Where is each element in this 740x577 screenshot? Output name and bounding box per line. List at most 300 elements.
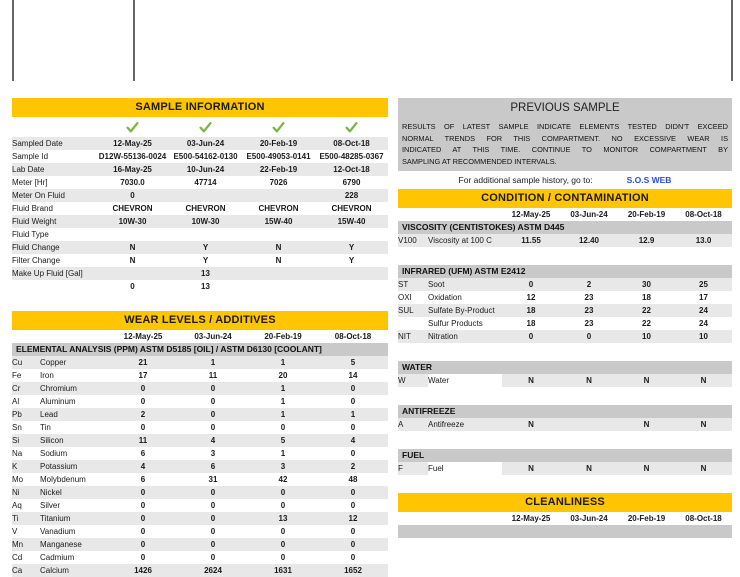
section-gap <box>398 475 732 493</box>
cell-value: N <box>700 420 707 429</box>
table-row <box>398 234 732 247</box>
cell-value: 0 <box>130 191 135 200</box>
element-symbol: Fe <box>12 371 22 380</box>
cell-value: 0 <box>350 384 356 393</box>
table-row <box>12 421 388 434</box>
table-row <box>12 408 388 421</box>
cell-value: 0 <box>140 527 146 536</box>
row-label: Meter [Hr] <box>12 178 48 187</box>
column-date-header: 03-Jun-24 <box>570 514 608 523</box>
cell-value: 0 <box>280 527 286 536</box>
cell-value: 0 <box>350 397 356 406</box>
section-gap <box>398 431 732 449</box>
cell-value: 24 <box>699 319 708 328</box>
test-name: Sulfate By-Product <box>428 306 495 315</box>
cell-value: 4 <box>140 462 146 471</box>
element-symbol: Pb <box>12 410 22 419</box>
wear-levels-date-header <box>12 330 388 343</box>
row-label: Sample Id <box>12 152 49 161</box>
table-row <box>398 278 732 291</box>
element-name: Chromium <box>40 384 77 393</box>
column-date-header: 20-Feb-19 <box>627 210 666 219</box>
table-row <box>12 150 388 163</box>
cell-value: 0 <box>350 488 356 497</box>
cell-value: N <box>129 243 136 252</box>
row-label: Fluid Change <box>12 243 60 252</box>
test-code: NIT <box>398 332 411 341</box>
cell-value: 10 <box>642 332 651 341</box>
narrative-line: RESULTS OF LATEST SAMPLE INDICATE ELEMENTS TESTED DIDN'T EXCEED <box>402 122 728 131</box>
column-date-header: 12-May-25 <box>123 332 163 341</box>
cell-value: N <box>528 464 534 473</box>
test-name: Antifreeze <box>428 420 465 429</box>
cell-value: 3 <box>280 462 286 471</box>
row-label: Lab Date <box>12 165 45 174</box>
cell-value: 3 <box>210 449 216 458</box>
cell-value: 1 <box>280 384 286 393</box>
cell-value: 12-Oct-18 <box>333 165 370 174</box>
cell-value: 0 <box>280 553 286 562</box>
test-name: Water <box>428 374 502 387</box>
cell-value: 17 <box>699 293 708 302</box>
table-row <box>398 418 732 431</box>
cell-value: 25 <box>699 280 708 289</box>
test-code: V100 <box>398 236 417 245</box>
column-date-header: 08-Oct-18 <box>685 210 722 219</box>
cell-value: 0 <box>350 527 356 536</box>
element-name: Silicon <box>40 436 64 445</box>
cell-value: 20-Feb-19 <box>259 139 298 148</box>
table-row <box>12 460 388 473</box>
test-code <box>398 317 428 330</box>
check-mark-icon <box>169 117 242 137</box>
cell-value: 2 <box>350 462 356 471</box>
element-symbol: Cd <box>12 553 23 562</box>
cell-value: 24 <box>699 306 708 315</box>
table-row <box>12 254 388 267</box>
cell-value: 0 <box>280 540 286 549</box>
cell-value: N <box>275 256 282 265</box>
test-code: SUL <box>398 306 414 315</box>
table-row <box>12 369 388 382</box>
cell-value: 0 <box>140 540 146 549</box>
left-column <box>12 98 388 577</box>
spacer-cell <box>12 330 40 343</box>
crop-rule-left <box>12 0 14 81</box>
cell-value: 5 <box>280 436 286 445</box>
table-row <box>12 228 388 241</box>
previous-sample-header: PREVIOUS SAMPLE <box>398 98 732 118</box>
cell-value: 1 <box>210 358 216 367</box>
cell-value: 0 <box>210 397 216 406</box>
cell-value: 08-Oct-18 <box>333 139 370 148</box>
cell-value: 18 <box>642 293 651 302</box>
cell-value: 0 <box>586 332 592 341</box>
cell-value <box>315 280 388 293</box>
cell-value: 0 <box>528 280 534 289</box>
table-row <box>398 374 732 387</box>
condition-table <box>398 462 732 475</box>
cell-value: N <box>643 420 650 429</box>
cell-value: 6 <box>140 449 146 458</box>
cell-value: 0 <box>210 540 216 549</box>
cell-value: 10W-30 <box>191 217 220 226</box>
cell-value: 4 <box>350 436 356 445</box>
cell-value: 12 <box>348 514 358 523</box>
cell-value: 15W-40 <box>264 217 293 226</box>
cell-value: 0 <box>210 488 216 497</box>
narrative-line: SAMPLING AT RECOMMENDED INTERVALS. <box>402 156 557 166</box>
section-header: WATER <box>398 361 732 374</box>
table-row <box>12 382 388 395</box>
row-label: Meter On Fluid <box>12 191 65 200</box>
element-symbol: Al <box>12 397 20 406</box>
spacer-cell <box>428 208 502 221</box>
table-row <box>12 551 388 564</box>
cell-value: 12-May-25 <box>113 139 152 148</box>
table-row <box>12 189 388 202</box>
column-date-header: 12-May-25 <box>511 514 551 523</box>
cell-value: 6790 <box>342 178 361 187</box>
cell-value: 2 <box>586 280 592 289</box>
cell-value: N <box>700 376 707 385</box>
cell-value: 21 <box>138 358 148 367</box>
element-symbol: Sn <box>12 423 22 432</box>
left-panel-gap <box>12 293 388 311</box>
test-name: Fuel <box>428 462 502 475</box>
condition-contamination-header: CONDITION / CONTAMINATION <box>398 189 732 208</box>
table-row <box>12 473 388 486</box>
row-label <box>12 280 96 293</box>
cell-value: 0 <box>280 423 286 432</box>
cell-value: 1 <box>280 410 286 419</box>
section-gap <box>398 387 732 405</box>
cell-value: 1 <box>280 358 286 367</box>
cell-value: 13.0 <box>695 236 712 245</box>
crop-rule-right <box>731 0 733 81</box>
cell-value: N <box>643 376 650 385</box>
table-row <box>12 356 388 369</box>
cell-value: 2 <box>140 410 146 419</box>
cell-value: 0 <box>350 501 356 510</box>
element-name: Titanium <box>40 514 71 523</box>
cell-value: 13 <box>278 514 288 523</box>
row-label: Fluid Brand <box>12 204 53 213</box>
cell-value: 16-May-25 <box>113 165 152 174</box>
table-row <box>12 267 388 280</box>
cell-value: 1 <box>280 397 286 406</box>
spacer-cell <box>398 208 428 221</box>
spacer-cell <box>398 512 428 525</box>
row-label: Filter Change <box>12 256 61 265</box>
cell-value: 0 <box>350 553 356 562</box>
element-name: Calcium <box>40 566 69 575</box>
cell-value: 18 <box>526 319 536 328</box>
element-symbol: K <box>12 462 18 471</box>
table-row <box>12 486 388 499</box>
cell-value: CHEVRON <box>185 204 226 213</box>
table-row <box>398 208 732 221</box>
cell-value: 0 <box>210 514 216 523</box>
condition-table <box>398 374 732 387</box>
cell-value: 12 <box>526 293 536 302</box>
table-row <box>12 395 388 408</box>
section-gap <box>398 343 732 361</box>
table-row <box>398 304 732 317</box>
column-date-header: 08-Oct-18 <box>685 514 722 523</box>
table-row <box>398 512 732 525</box>
cleanliness-header: CLEANLINESS <box>398 493 732 512</box>
section-header: FUEL <box>398 449 732 462</box>
table-row <box>12 137 388 150</box>
cell-value: 0 <box>350 449 356 458</box>
table-row <box>12 499 388 512</box>
cell-value: 13 <box>201 269 210 278</box>
table-row <box>398 317 732 330</box>
cell-value: 20 <box>278 371 288 380</box>
element-symbol: Aq <box>12 501 22 510</box>
test-code: F <box>398 464 403 473</box>
cell-value: 0 <box>210 423 216 432</box>
element-name: Tin <box>40 423 51 432</box>
status-row <box>12 117 388 137</box>
test-name: Oxidation <box>428 291 502 304</box>
table-row <box>398 291 732 304</box>
cleanliness-date-header <box>398 512 732 525</box>
cell-value: 0 <box>210 501 216 510</box>
row-label: Fluid Weight <box>12 217 57 226</box>
right-column <box>398 98 732 538</box>
cell-value: 1 <box>280 449 286 458</box>
cell-value: N <box>700 464 707 473</box>
cell-value: 7026 <box>269 178 288 187</box>
cell-value: N <box>643 464 650 473</box>
cell-value: D12W-55136-0024 <box>98 152 167 161</box>
cell-value: 31 <box>208 475 218 484</box>
table-row <box>12 163 388 176</box>
spacer-cell <box>40 330 108 343</box>
cell-value: 11 <box>208 371 218 380</box>
cell-value <box>242 267 315 280</box>
cell-value: 0 <box>130 282 135 291</box>
element-name: Vanadium <box>40 527 76 536</box>
table-row <box>12 434 388 447</box>
cell-value: 47714 <box>194 178 217 187</box>
cell-value: 1 <box>350 410 356 419</box>
cell-value: 6 <box>210 462 216 471</box>
element-symbol: Cu <box>12 358 23 367</box>
cell-value: 228 <box>344 191 359 200</box>
row-label: Sampled Date <box>12 139 63 148</box>
column-date-header: 20-Feb-19 <box>627 514 666 523</box>
cell-value <box>96 267 169 280</box>
spacer-cell <box>12 117 96 137</box>
crop-rule-middle <box>133 0 135 81</box>
previous-sample-narrative <box>398 118 732 171</box>
sample-history-label: For additional sample history, go to: <box>458 175 593 185</box>
cell-value: 22 <box>642 306 651 315</box>
spacer-cell <box>428 512 502 525</box>
cell-value: 0 <box>140 488 146 497</box>
cell-value: N <box>275 243 282 252</box>
cell-value: 7030.0 <box>120 178 145 187</box>
section-header: VISCOSITY (CENTISTOKES) ASTM D445 <box>398 221 732 234</box>
cell-value: 10W-30 <box>118 217 147 226</box>
row-label: Make Up Fluid [Gal] <box>12 269 83 278</box>
narrative-line: NORMAL TRENDS FOR THIS COMPARTMENT. NO EXCESSIVE WEAR IS <box>402 133 728 143</box>
condition-sections <box>398 221 732 493</box>
element-symbol: V <box>12 527 18 536</box>
table-row <box>12 215 388 228</box>
cell-value: 0 <box>210 384 216 393</box>
element-symbol: Mn <box>12 540 24 549</box>
element-symbol: Mo <box>12 475 24 484</box>
table-row <box>12 564 388 577</box>
test-name: Sulfur Products <box>428 319 483 328</box>
cell-value: CHEVRON <box>331 204 372 213</box>
table-row <box>12 447 388 460</box>
cell-value: 11 <box>138 436 148 445</box>
element-symbol: Ca <box>12 566 23 575</box>
cell-value: 0 <box>280 488 286 497</box>
cell-value: 14 <box>348 371 358 380</box>
cell-value: 0 <box>350 540 356 549</box>
cell-value <box>242 280 315 293</box>
cell-value: 0 <box>280 501 286 510</box>
cell-value: N <box>528 420 534 429</box>
cell-value: 10-Jun-24 <box>186 165 225 174</box>
cell-value: N <box>586 464 592 473</box>
table-row <box>12 512 388 525</box>
element-name: Manganese <box>40 540 82 549</box>
element-symbol: Cr <box>12 384 21 393</box>
column-date-header: 12-May-25 <box>511 210 551 219</box>
cell-value <box>169 189 242 202</box>
cell-value: 12.40 <box>578 236 600 245</box>
cell-value: 12.9 <box>638 236 655 245</box>
cell-value: 0 <box>210 410 216 419</box>
test-name: Viscosity at 100 C <box>428 236 492 245</box>
cell-value: 22 <box>642 319 651 328</box>
cell-value: 4 <box>210 436 216 445</box>
cell-value: 0 <box>140 553 146 562</box>
condition-date-header <box>398 208 732 221</box>
cell-value <box>242 189 315 202</box>
column-date-header: 03-Jun-24 <box>194 332 232 341</box>
wear-levels-table <box>12 356 388 577</box>
cell-value <box>560 418 618 431</box>
element-name: Cadmium <box>40 553 75 562</box>
cell-value: 48 <box>348 475 358 484</box>
check-mark-icon <box>96 117 169 137</box>
cell-value: 0 <box>140 514 146 523</box>
test-code: W <box>398 376 406 385</box>
element-name: Copper <box>40 358 67 367</box>
cell-value: CHEVRON <box>112 204 153 213</box>
section-header: INFRARED (UFM) ASTM E2412 <box>398 265 732 278</box>
cell-value <box>315 228 388 241</box>
cell-value: N <box>129 256 136 265</box>
section-gap <box>398 247 732 265</box>
table-row <box>398 462 732 475</box>
test-code: A <box>398 420 404 429</box>
narrative-line: INDICATED AT THIS TIME. CONTINUE TO MONITOR COMPARTMENT BY <box>402 145 728 154</box>
cell-value <box>169 228 242 241</box>
cell-value: 0 <box>350 423 356 432</box>
check-mark-icon <box>315 117 388 137</box>
cell-value: Y <box>202 243 209 252</box>
cell-value <box>315 267 388 280</box>
cell-value: 23 <box>584 306 594 315</box>
cell-value: 0 <box>210 553 216 562</box>
sample-information-table <box>12 117 388 293</box>
cell-value: 5 <box>350 358 356 367</box>
element-name: Molybdenum <box>40 475 86 484</box>
cell-value: 0 <box>140 501 146 510</box>
cell-value: Y <box>202 256 209 265</box>
cell-value: 0 <box>140 397 146 406</box>
cell-value: N <box>586 376 592 385</box>
cell-value: 22-Feb-19 <box>259 165 298 174</box>
column-date-header: 03-Jun-24 <box>570 210 608 219</box>
table-row <box>398 330 732 343</box>
column-date-header: 08-Oct-18 <box>334 332 372 341</box>
table-row <box>12 241 388 254</box>
cell-value: CHEVRON <box>258 204 299 213</box>
cell-value: 17 <box>138 371 148 380</box>
elemental-analysis-subheader: ELEMENTAL ANALYSIS (PPM) ASTM D5185 [OIL] / ASTM D6130 [COOLANT] <box>12 343 388 356</box>
element-symbol: Na <box>12 449 23 458</box>
condition-table <box>398 418 732 431</box>
table-row <box>12 176 388 189</box>
test-name: Nitration <box>428 332 458 341</box>
section-header: ANTIFREEZE <box>398 405 732 418</box>
test-code: ST <box>398 280 409 289</box>
cell-value: 23 <box>584 319 594 328</box>
cell-value: 1426 <box>134 566 152 575</box>
element-name: Nickel <box>40 488 62 497</box>
cell-value: 1631 <box>274 566 292 575</box>
cell-value <box>242 228 315 241</box>
cell-value: 42 <box>278 475 288 484</box>
cell-value: 1652 <box>344 566 362 575</box>
test-code: OXI <box>398 293 412 302</box>
element-symbol: Si <box>12 436 20 445</box>
cell-value: 6 <box>140 475 146 484</box>
cleanliness-empty-band <box>398 525 732 538</box>
cell-value: Y <box>348 243 355 252</box>
row-label: Fluid Type <box>12 230 49 239</box>
cell-value: 0 <box>210 527 216 536</box>
element-name: Sodium <box>40 449 68 458</box>
cell-value: 2624 <box>204 566 222 575</box>
cell-value: 30 <box>642 280 651 289</box>
column-date-header: 20-Feb-19 <box>264 332 302 341</box>
check-mark-icon <box>242 117 315 137</box>
cell-value: E500-54162-0130 <box>173 152 238 161</box>
sos-web-link[interactable]: S.O.S WEB <box>626 175 672 185</box>
cell-value: E500-49053-0141 <box>246 152 311 161</box>
cell-value: 11.55 <box>521 236 541 245</box>
element-name: Potassium <box>40 462 78 471</box>
table-row <box>12 330 388 343</box>
condition-table <box>398 278 732 343</box>
cell-value: 03-Jun-24 <box>186 139 225 148</box>
table-row <box>12 280 388 293</box>
element-symbol: Ni <box>12 488 20 497</box>
element-name: Lead <box>40 410 58 419</box>
cell-value: 0 <box>140 384 146 393</box>
